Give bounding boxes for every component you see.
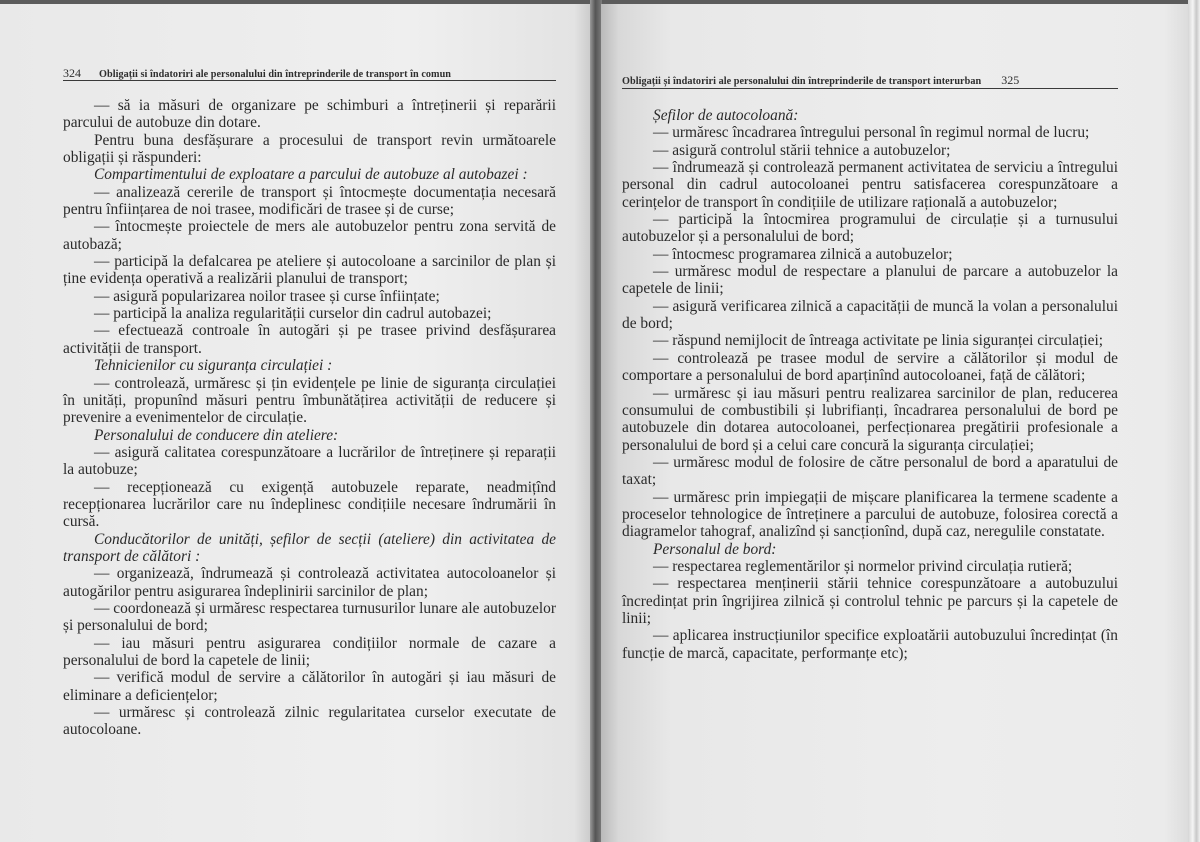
left-header-rule xyxy=(63,80,556,81)
list-item: — îndrumează și controlează permanent activitatea de serviciu a întregului personal din cadrul autocoloanei pentru satisfacerea corespunzătoare a cerințelor de transport în condițiile de utilizare rațională a autobuzelor; xyxy=(622,159,1118,211)
list-item: — iau măsuri pentru asigurarea condițiilor normale de cazare a personalului de bord la capetele de linii; xyxy=(63,634,556,669)
body-paragraph: Pentru buna desfășurare a procesului de transport revin următoarele obligații și răspunderi: xyxy=(63,131,556,167)
list-item: — coordonează și urmăresc respectarea turnusurilor lunare ale autobuzelor și personalului de bord; xyxy=(63,599,556,635)
list-item: — urmăresc modul de respectare a planului de parcare a autobuzelor la capetele de linii; xyxy=(622,263,1118,298)
list-item: — întocmește proiectele de mers ale autobuzelor pentru zona servită de autobază; xyxy=(63,218,556,253)
left-running-title: Obligații si îndatoriri ale personalului din întreprinderile de transport în comun xyxy=(99,69,452,80)
list-item: — efectuează controale în autogări și pe trasee privind desfășurarea activității de transport. xyxy=(63,322,556,357)
right-running-title: Obligații și îndatoriri ale personalului din întreprinderile de transport interurban xyxy=(622,76,982,87)
list-item: — controlează, urmăresc și țin evidențele pe linie de siguranța circulației în unități, propunînd măsuri pentru îmbunătățirea activității de reducere și prevenire a evenimentelor de circulație. xyxy=(63,374,556,427)
section-heading: Tehnicienilor cu siguranța circulației : xyxy=(94,357,333,375)
list-item: — respectarea menținerii stării tehnice corespunzătoare a autobuzului încredințat prin îngrijirea zilnică și controlul tehnic pe parcurs și la capetele de linii; xyxy=(622,575,1118,627)
list-item: — verifică modul de servire a călătorilor în autogări și iau măsuri de eliminare a deficiențelor; xyxy=(63,669,556,704)
right-page xyxy=(601,4,1188,842)
list-item: — asigură controlul stării tehnice a autobuzelor; xyxy=(653,141,951,159)
page-stack-edge xyxy=(1188,0,1200,842)
list-item: — participă la întocmirea programului de circulație și a turnusului autobuzelor și a personalului de bord; xyxy=(622,211,1118,246)
list-item: — urmăresc prin impiegații de mișcare planificarea la termene scadente a proceselor tehnologice de întreținere a parcului de autobuze, folosirea corectă a diagramelor tahograf, analizînd și sancționînd, după caz, neregulile constatate. xyxy=(622,488,1118,541)
list-item: — recepționează cu exigență autobuzele reparate, neadmițînd recepționarea lucrărilor care nu îndeplinesc condițiile necesare îndrumării în cursă. xyxy=(63,478,556,531)
list-item: — urmăresc modul de folosire de către personalul de bord a aparatului de taxat; xyxy=(622,453,1118,489)
section-heading: Conducătorilor de unități, șefilor de secții (ateliere) din activitatea de transport de călători : xyxy=(63,530,556,565)
list-item: — asigură calitatea corespunzătoare a lucrărilor de întreținere și reparații la autobuze; xyxy=(63,443,556,479)
right-running-header xyxy=(622,71,1019,89)
list-item: — întocmesc programarea zilnică a autobuzelor; xyxy=(653,245,953,263)
section-heading: Șefilor de autocoloană: xyxy=(653,107,799,124)
list-item: — respectarea reglementărilor și normelor privind circulația rutieră; xyxy=(653,557,1073,575)
left-page xyxy=(0,4,592,842)
right-page-body xyxy=(622,107,1118,662)
list-item: — controlează pe trasee modul de servire a călătorilor și modul de comportare a personalului de bord aparținînd autocoloanei, față de călători; xyxy=(622,349,1118,385)
section-heading: Personalul de bord: xyxy=(653,540,777,558)
section-heading: Compartimentului de exploatare a parcului de autobuze al autobazei : xyxy=(94,166,528,184)
list-item: — urmăresc și controlează zilnic regularitatea curselor executate de autocoloane. xyxy=(63,704,556,739)
left-page-number: 324 xyxy=(63,66,81,80)
list-item: — participă la defalcarea pe ateliere și autocoloane a sarcinilor de plan și ține evidența operativă a realizării planului de transport; xyxy=(63,253,556,288)
list-item: — asigură popularizarea noilor trasee și curse înființate; xyxy=(94,287,440,305)
list-item: — urmăresc și iau măsuri pentru realizarea sarcinilor de plan, reducerea consumului de combustibili și lubrifianți, încadrarea personalului de bord pe autobuzele din dotarea autocoloanei, perfecționarea pregătirii profesionale a personalului de bord și a celui care concură la siguranța circulației; xyxy=(622,384,1118,454)
list-item: — participă la analiza regularității curselor din cadrul autobazei; xyxy=(94,305,492,323)
list-item: — să ia măsuri de organizare pe schimburi a întreținerii și reparării parcului de autobuze din dotare. xyxy=(63,97,556,132)
list-item: — răspund nemijlocit de întreaga activitate pe linia siguranței circulației; xyxy=(653,332,1104,350)
left-page-body xyxy=(63,97,556,739)
list-item: — asigură verificarea zilnică a capacității de muncă la volan a personalului de bord; xyxy=(622,297,1118,333)
list-item: — aplicarea instrucțiunilor specifice exploatării autobuzului încredințat (în funcție de marcă, capacitate, performanțe etc); xyxy=(622,627,1118,662)
right-header-rule xyxy=(622,88,1118,89)
list-item: — analizează cererile de transport și întocmește documentația necesară pentru înființarea de noi trasee, modificări de trasee și de curse; xyxy=(63,183,556,219)
list-item: — organizează, îndrumează și controlează activitatea autocoloanelor și autogărilor pentru asigurarea îndeplinirii sarcinilor de plan; xyxy=(63,565,556,600)
list-item: — urmăresc încadrarea întregului personal în regimul normal de lucru; xyxy=(653,124,1090,142)
section-heading: Personalului de conducere din ateliere: xyxy=(94,426,339,444)
right-page-number: 325 xyxy=(1001,73,1020,87)
